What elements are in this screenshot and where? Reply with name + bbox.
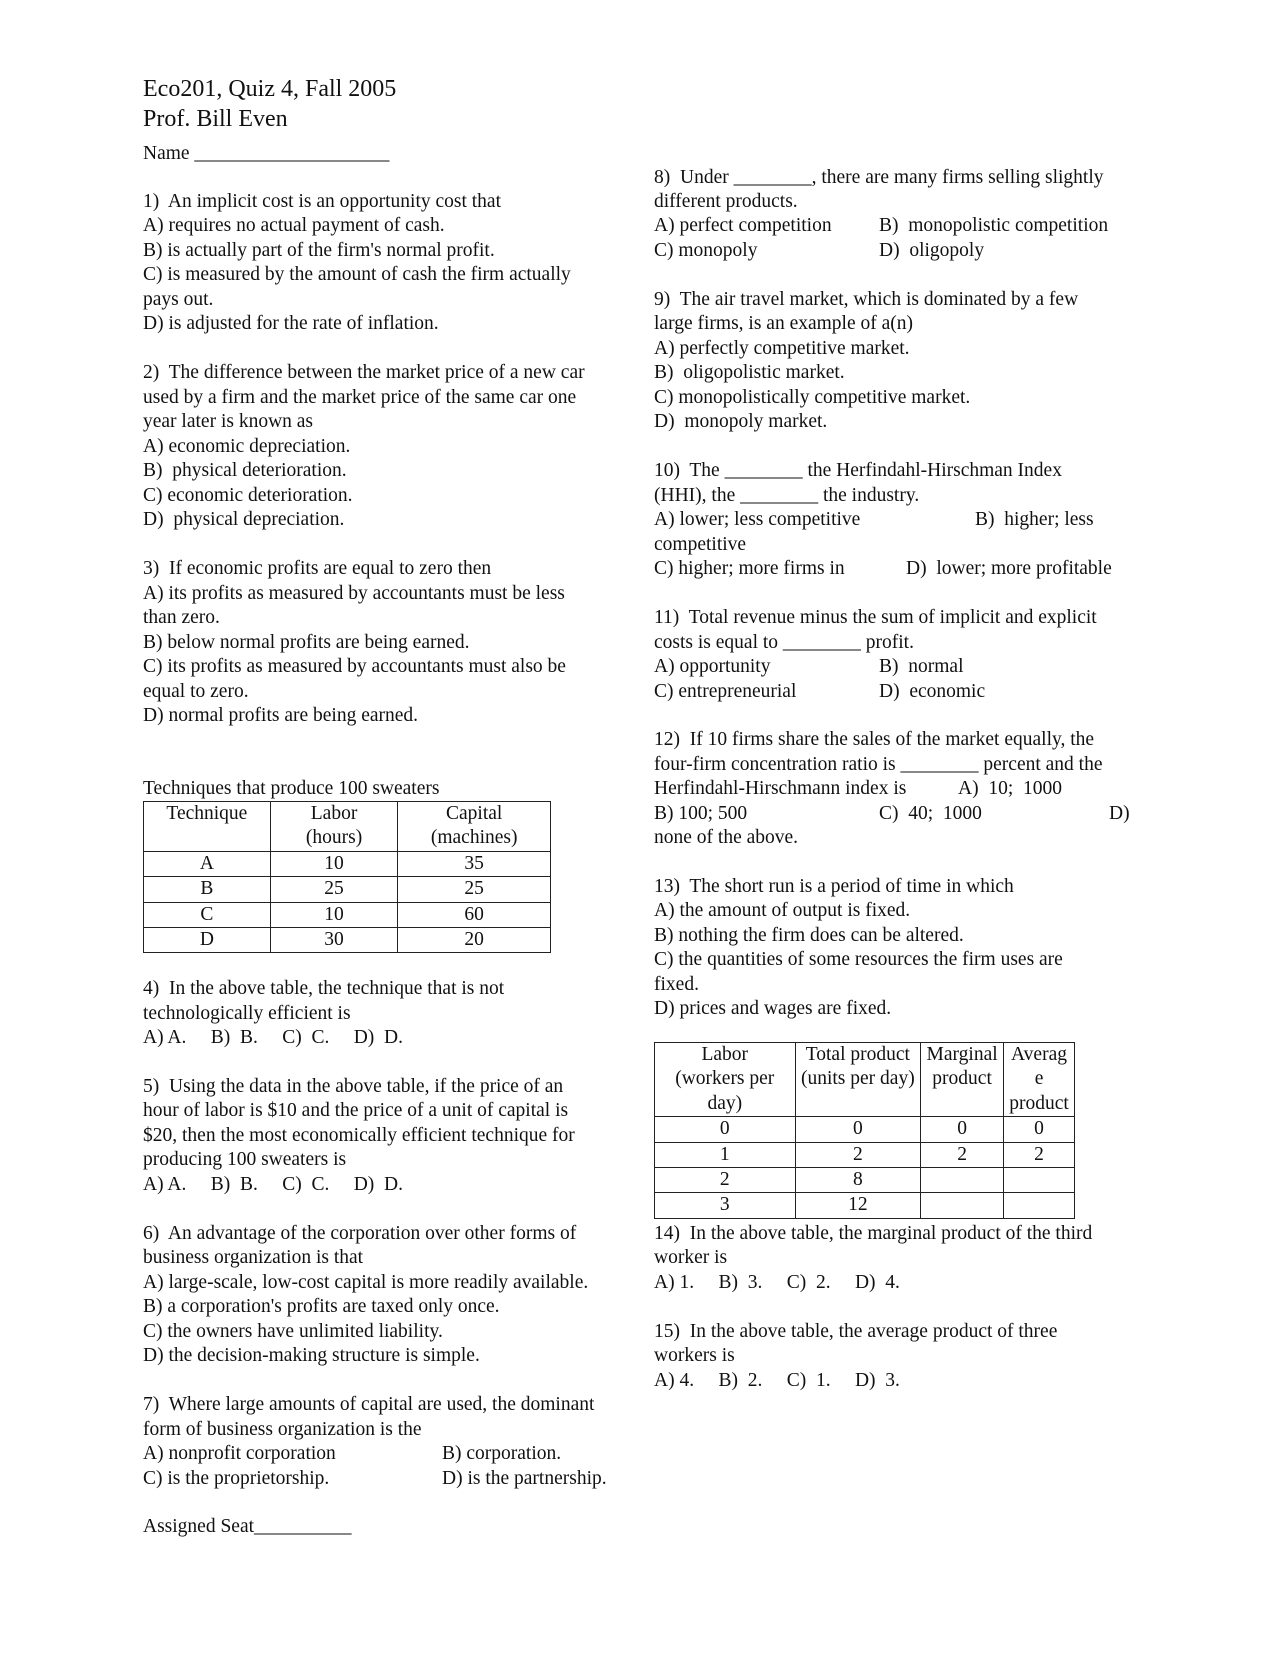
- question-10-option-d[interactable]: D) lower; more profitable: [906, 558, 1112, 579]
- column-header-labor: [655, 1043, 796, 1117]
- column-header-technique: Technique: [144, 802, 271, 827]
- question-2-stem-cont: used by a firm and the market price of the same car one: [143, 387, 577, 408]
- question-5-stem: 5) Using the data in the above table, if the price of an: [143, 1076, 564, 1097]
- question-6-option-c[interactable]: C) the owners have unlimited liability.: [143, 1321, 443, 1342]
- header-line: (workers per: [675, 1068, 775, 1090]
- table-cell: 3: [655, 1193, 796, 1218]
- question-10-stem-cont: (HHI), the ________ the industry.: [654, 485, 920, 506]
- question-7-option-c[interactable]: C) is the proprietorship.: [143, 1468, 330, 1489]
- table-cell: 2: [795, 1142, 921, 1167]
- question-11-stem: 11) Total revenue minus the sum of implicit and explicit: [654, 607, 1097, 628]
- table-row: [655, 1193, 1075, 1218]
- question-8-stem-cont: different products.: [654, 191, 798, 212]
- question-13-stem: 13) The short run is a period of time in which: [654, 876, 1014, 897]
- table-cell: 0: [655, 1117, 796, 1142]
- question-12-stem: 12) If 10 firms share the sales of the market equally, the: [654, 729, 1095, 750]
- question-10-stem: 10) The ________ the Herfindahl-Hirschman Index: [654, 460, 1062, 481]
- table-cell: 10: [270, 902, 398, 927]
- question-1-option-d[interactable]: D) is adjusted for the rate of inflation.: [143, 313, 439, 334]
- table-cell: 0: [921, 1117, 1004, 1142]
- column-header-labor-unit: (hours): [270, 826, 398, 851]
- table-cell: 25: [398, 877, 551, 902]
- question-6-option-a[interactable]: A) large-scale, low-cost capital is more readily available.: [143, 1272, 589, 1293]
- table-cell: 0: [795, 1117, 921, 1142]
- table-header-row: [144, 826, 551, 851]
- question-11-option-d[interactable]: D) economic: [879, 681, 986, 702]
- column-header-total-product: [795, 1043, 921, 1117]
- table-row: [144, 877, 551, 902]
- question-2-option-c[interactable]: C) economic deterioration.: [143, 485, 353, 506]
- question-3-option-a[interactable]: A) its profits as measured by accountants must be less: [143, 583, 565, 604]
- question-15-options[interactable]: A) 4. B) 2. C) 1. D) 3.: [654, 1370, 900, 1391]
- table-row: [655, 1142, 1075, 1167]
- question-3-option-a-cont[interactable]: than zero.: [143, 607, 220, 628]
- question-4-options[interactable]: A) A. B) B. C) C. D) D.: [143, 1027, 404, 1048]
- header-line: Total product: [805, 1044, 910, 1065]
- header-line: product: [932, 1068, 992, 1090]
- question-11-option-b[interactable]: B) normal: [879, 656, 964, 677]
- question-13-option-d[interactable]: D) prices and wages are fixed.: [654, 998, 892, 1019]
- question-10-option-b-cont[interactable]: competitive: [654, 534, 747, 555]
- question-2-option-d[interactable]: D) physical depreciation.: [143, 509, 345, 530]
- question-3-option-d[interactable]: D) normal profits are being earned.: [143, 705, 419, 726]
- table-header-row: [655, 1043, 1075, 1117]
- techniques-table: [143, 801, 551, 953]
- techniques-table-caption: Techniques that produce 100 sweaters: [143, 778, 440, 799]
- question-14-stem-cont: worker is: [654, 1247, 728, 1268]
- header-line: product: [1009, 1092, 1069, 1114]
- header-line: e: [1034, 1068, 1044, 1090]
- question-6-stem: 6) An advantage of the corporation over other forms of: [143, 1223, 577, 1244]
- assigned-seat-field[interactable]: Assigned Seat__________: [143, 1516, 352, 1537]
- student-name-field[interactable]: Name ____________________: [143, 143, 390, 164]
- question-15-stem: 15) In the above table, the average product of three: [654, 1321, 1058, 1342]
- question-8-option-a[interactable]: A) perfect competition: [654, 215, 832, 236]
- column-header-labor: Labor: [270, 802, 398, 827]
- table-cell: 0: [1004, 1117, 1075, 1142]
- column-header-technique-unit: [144, 826, 271, 851]
- question-13-option-c[interactable]: C) the quantities of some resources the firm uses are: [654, 949, 1063, 970]
- header-line: Averag: [1011, 1044, 1067, 1065]
- table-cell: A: [144, 851, 271, 876]
- question-7-option-d[interactable]: D) is the partnership.: [442, 1468, 607, 1489]
- question-3-option-c-cont[interactable]: equal to zero.: [143, 681, 249, 702]
- question-5-stem-cont: hour of labor is $10 and the price of a unit of capital is: [143, 1100, 569, 1121]
- question-2-stem: 2) The difference between the market price of a new car: [143, 362, 585, 383]
- question-10-option-c[interactable]: C) higher; more firms in: [654, 558, 845, 579]
- table-cell: 2: [655, 1168, 796, 1193]
- table-header-row: [144, 802, 551, 827]
- question-8-option-c[interactable]: C) monopoly: [654, 240, 758, 261]
- question-6-stem-cont: business organization is that: [143, 1247, 364, 1268]
- question-2-option-a[interactable]: A) economic depreciation.: [143, 436, 351, 457]
- table-cell: 30: [270, 928, 398, 953]
- professor-name: Prof. Bill Even: [143, 106, 288, 132]
- question-7-option-b[interactable]: B) corporation.: [442, 1443, 562, 1464]
- column-header-capital-unit: (machines): [398, 826, 551, 851]
- question-9-option-b[interactable]: B) oligopolistic market.: [654, 362, 845, 383]
- question-7-option-a[interactable]: A) nonprofit corporation: [143, 1443, 336, 1464]
- question-12-option-b[interactable]: B) 100; 500: [654, 803, 748, 824]
- column-header-marginal-product: [921, 1043, 1004, 1117]
- question-13-option-c-cont[interactable]: fixed.: [654, 974, 699, 995]
- question-7-stem: 7) Where large amounts of capital are used, the dominant: [143, 1394, 595, 1415]
- question-1-option-c-cont[interactable]: pays out.: [143, 289, 214, 310]
- question-1-stem: 1) An implicit cost is an opportunity cost that: [143, 191, 502, 212]
- question-9-stem: 9) The air travel market, which is dominated by a few: [654, 289, 1079, 310]
- table-row: [144, 851, 551, 876]
- table-cell: D: [144, 928, 271, 953]
- table-cell: B: [144, 877, 271, 902]
- question-7-stem-cont: form of business organization is the: [143, 1419, 422, 1440]
- question-14-stem: 14) In the above table, the marginal product of the third: [654, 1223, 1093, 1244]
- question-2-option-b[interactable]: B) physical deterioration.: [143, 460, 347, 481]
- question-5-stem-cont: producing 100 sweaters is: [143, 1149, 347, 1170]
- column-header-average-product: [1004, 1043, 1075, 1117]
- question-10-option-b[interactable]: B) higher; less: [975, 509, 1094, 530]
- question-13-option-a[interactable]: A) the amount of output is fixed.: [654, 900, 911, 921]
- question-4-stem-cont: technologically efficient is: [143, 1003, 351, 1024]
- quiz-title: Eco201, Quiz 4, Fall 2005: [143, 76, 397, 102]
- table-cell: 12: [795, 1193, 921, 1218]
- question-8-option-d[interactable]: D) oligopoly: [879, 240, 985, 261]
- question-9-option-a[interactable]: A) perfectly competitive market.: [654, 338, 910, 359]
- question-1-option-b[interactable]: B) is actually part of the firm's normal profit.: [143, 240, 495, 261]
- column-header-capital: Capital: [398, 802, 551, 827]
- question-15-stem-cont: workers is: [654, 1345, 735, 1366]
- table-cell: 2: [921, 1142, 1004, 1167]
- question-6-option-b[interactable]: B) a corporation's profits are taxed only once.: [143, 1296, 500, 1317]
- question-12-stem-cont: Herfindahl-Hirschmann index is: [654, 778, 907, 799]
- question-12-option-d[interactable]: D): [1109, 803, 1130, 824]
- table-cell: [1004, 1168, 1075, 1193]
- table-row: [144, 928, 551, 953]
- table-cell: [921, 1193, 1004, 1218]
- question-3-option-c[interactable]: C) its profits as measured by accountants must also be: [143, 656, 566, 677]
- question-12-option-d-cont[interactable]: none of the above.: [654, 827, 799, 848]
- header-line: Labor: [701, 1044, 749, 1065]
- question-1-option-c[interactable]: C) is measured by the amount of cash the firm actually: [143, 264, 571, 285]
- table-cell: 10: [270, 851, 398, 876]
- question-5-stem-cont: $20, then the most economically efficient technique for: [143, 1125, 575, 1146]
- question-9-stem-cont: large firms, is an example of a(n): [654, 313, 914, 334]
- labor-product-table: [654, 1042, 1075, 1219]
- table-cell: 60: [398, 902, 551, 927]
- question-5-options[interactable]: A) A. B) B. C) C. D) D.: [143, 1174, 404, 1195]
- table-cell: C: [144, 902, 271, 927]
- question-9-option-c[interactable]: C) monopolistically competitive market.: [654, 387, 971, 408]
- table-cell: 1: [655, 1142, 796, 1167]
- header-line: Marginal: [926, 1044, 998, 1065]
- question-6-option-d[interactable]: D) the decision-making structure is simple.: [143, 1345, 480, 1366]
- table-cell: [1004, 1193, 1075, 1218]
- question-8-stem: 8) Under ________, there are many firms selling slightly: [654, 167, 1104, 188]
- table-row: [144, 902, 551, 927]
- table-cell: [921, 1168, 1004, 1193]
- table-cell: 8: [795, 1168, 921, 1193]
- table-cell: 25: [270, 877, 398, 902]
- question-11-option-a[interactable]: A) opportunity: [654, 656, 771, 677]
- table-cell: 20: [398, 928, 551, 953]
- question-3-option-b[interactable]: B) below normal profits are being earned.: [143, 632, 470, 653]
- table-cell: 2: [1004, 1142, 1075, 1167]
- question-12-option-a[interactable]: A) 10; 1000: [958, 778, 1062, 799]
- table-row: [655, 1168, 1075, 1193]
- question-12-stem-cont: four-firm concentration ratio is ________ percent and the: [654, 754, 1103, 775]
- question-2-stem-cont: year later is known as: [143, 411, 314, 432]
- question-4-stem: 4) In the above table, the technique that is not: [143, 978, 505, 999]
- question-1-option-a[interactable]: A) requires no actual payment of cash.: [143, 215, 445, 236]
- question-13-option-b[interactable]: B) nothing the firm does can be altered.: [654, 925, 964, 946]
- question-8-option-b[interactable]: B) monopolistic competition: [879, 215, 1109, 236]
- table-row: [655, 1117, 1075, 1142]
- question-3-stem: 3) If economic profits are equal to zero then: [143, 558, 492, 579]
- header-line: (units per day): [800, 1068, 915, 1090]
- question-9-option-d[interactable]: D) monopoly market.: [654, 411, 828, 432]
- question-11-option-c[interactable]: C) entrepreneurial: [654, 681, 797, 702]
- header-line: day): [707, 1092, 743, 1114]
- question-14-options[interactable]: A) 1. B) 3. C) 2. D) 4.: [654, 1272, 900, 1293]
- question-11-stem-cont: costs is equal to ________ profit.: [654, 632, 914, 653]
- question-12-option-c[interactable]: C) 40; 1000: [879, 803, 982, 824]
- question-10-option-a[interactable]: A) lower; less competitive: [654, 509, 861, 530]
- table-cell: 35: [398, 851, 551, 876]
